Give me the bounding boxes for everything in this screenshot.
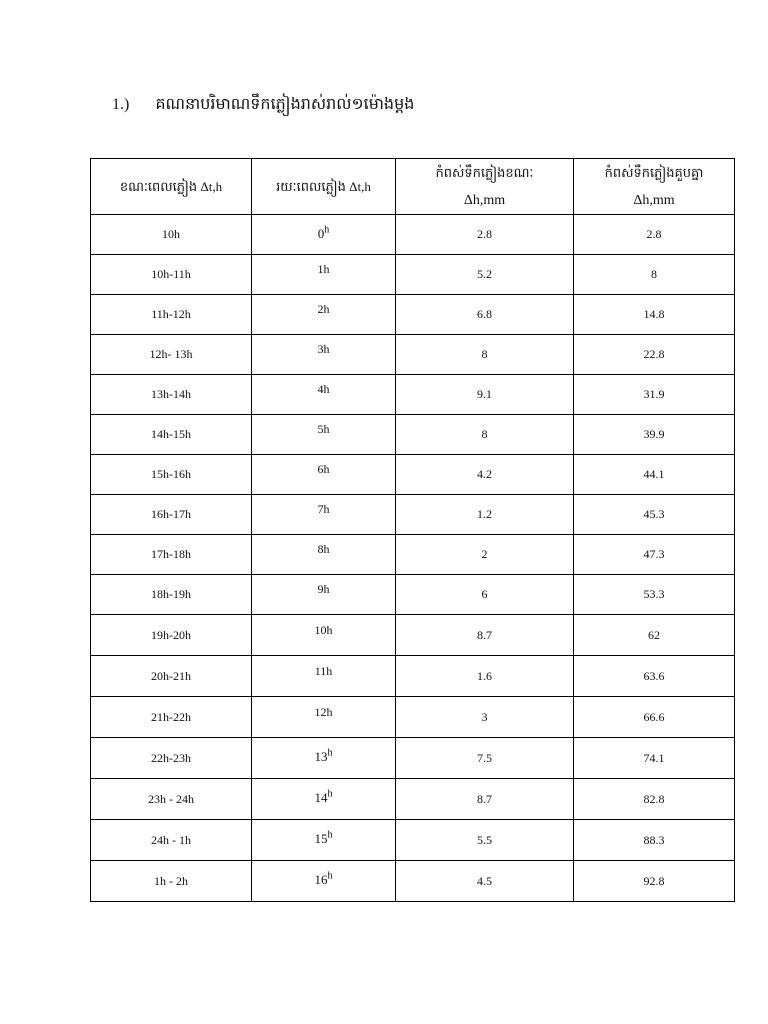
cell-interval: 12h- 13h (91, 335, 252, 375)
cell-interval-depth: 2 (396, 535, 574, 575)
duration-value: 0 (317, 225, 325, 241)
table-row (91, 779, 735, 820)
cell-duration (252, 335, 396, 375)
duration-value: 2h (317, 302, 330, 316)
cell-interval-depth: 1.6 (396, 656, 574, 697)
duration-value: 14 (314, 790, 328, 805)
table-row (91, 820, 735, 861)
duration-value: 11h (314, 663, 333, 678)
duration-value: 16 (314, 872, 328, 887)
cell-interval-depth: 5.5 (396, 820, 574, 861)
cell-cumulative-depth: 22.8 (574, 335, 735, 375)
cell-duration (252, 295, 396, 335)
header-rain-interval: ខណៈពេលភ្លៀង Δt,h (91, 159, 252, 215)
cell-interval-depth: 8 (396, 415, 574, 455)
duration-value: 3h (317, 342, 330, 356)
cell-interval-depth: 6.8 (396, 295, 574, 335)
table-row (91, 535, 735, 575)
section-heading (112, 94, 414, 116)
cell-interval-depth: 6 (396, 575, 574, 615)
cell-interval-depth: 8.7 (396, 615, 574, 656)
table-row (91, 295, 735, 335)
cell-interval: 23h - 24h (91, 779, 252, 820)
table-row (91, 215, 735, 255)
table-row (91, 455, 735, 495)
cell-interval-depth: 3 (396, 697, 574, 738)
cell-interval-depth: 8.7 (396, 779, 574, 820)
cell-duration (252, 861, 396, 902)
table-row (91, 375, 735, 415)
cell-duration (252, 615, 396, 656)
cell-duration (252, 215, 396, 255)
cell-interval: 15h-16h (91, 455, 252, 495)
cell-interval: 10h (91, 215, 252, 255)
cell-interval: 10h-11h (91, 255, 252, 295)
cell-duration (252, 455, 396, 495)
cell-duration (252, 738, 396, 779)
cell-interval-depth: 7.5 (396, 738, 574, 779)
cell-duration (252, 375, 396, 415)
table-row (91, 861, 735, 902)
cell-interval: 16h-17h (91, 495, 252, 535)
section-title: គណនាបរិមាណទឹកភ្លៀងរាស់រាល់១ម៉ោងម្តង (155, 96, 415, 113)
cell-cumulative-depth: 74.1 (574, 738, 735, 779)
duration-value: 15 (314, 831, 328, 846)
table-header-row (91, 159, 735, 215)
section-number: 1.) (112, 96, 130, 113)
duration-value: 9h (317, 582, 330, 596)
table-row (91, 575, 735, 615)
cell-interval-depth: 9.1 (396, 375, 574, 415)
table-row (91, 335, 735, 375)
cell-cumulative-depth: 92.8 (574, 861, 735, 902)
duration-value: 8h (317, 542, 330, 556)
cell-cumulative-depth: 53.3 (574, 575, 735, 615)
cell-cumulative-depth: 63.6 (574, 656, 735, 697)
cell-duration (252, 697, 396, 738)
header-cumulative-depth: កំពស់ទឹកភ្លៀងគួបគ្នា Δh,mm (574, 159, 735, 215)
cell-cumulative-depth: 39.9 (574, 415, 735, 455)
duration-value: 4h (317, 382, 330, 396)
cell-cumulative-depth: 66.6 (574, 697, 735, 738)
rainfall-table (90, 158, 735, 902)
cell-interval: 13h-14h (91, 375, 252, 415)
cell-interval-depth: 5.2 (396, 255, 574, 295)
cell-cumulative-depth: 31.9 (574, 375, 735, 415)
duration-unit: h (327, 829, 333, 841)
cell-interval-depth: 4.2 (396, 455, 574, 495)
cell-interval: 24h - 1h (91, 820, 252, 861)
table-row (91, 656, 735, 697)
cell-interval: 22h-23h (91, 738, 252, 779)
cell-duration (252, 820, 396, 861)
cell-cumulative-depth: 47.3 (574, 535, 735, 575)
cell-interval: 14h-15h (91, 415, 252, 455)
cell-interval-depth: 1.2 (396, 495, 574, 535)
cell-interval: 17h-18h (91, 535, 252, 575)
duration-value: 6h (317, 462, 330, 476)
cell-cumulative-depth: 82.8 (574, 779, 735, 820)
cell-interval: 20h-21h (91, 656, 252, 697)
cell-interval: 18h-19h (91, 575, 252, 615)
cell-cumulative-depth: 88.3 (574, 820, 735, 861)
table-row (91, 615, 735, 656)
table-body (91, 215, 735, 902)
duration-unit: h (327, 747, 333, 759)
duration-unit: h (327, 788, 333, 800)
cell-interval: 19h-20h (91, 615, 252, 656)
duration-unit: h (327, 870, 333, 882)
duration-value: 1h (317, 262, 330, 276)
duration-value: 10h (314, 622, 333, 637)
cell-interval-depth: 8 (396, 335, 574, 375)
cell-interval: 11h-12h (91, 295, 252, 335)
cell-duration (252, 535, 396, 575)
cell-duration (252, 779, 396, 820)
cell-interval-depth: 4.5 (396, 861, 574, 902)
table-row (91, 697, 735, 738)
cell-interval: 1h - 2h (91, 861, 252, 902)
header-rain-duration: រយៈពេលភ្លៀង Δt,h (252, 159, 396, 215)
duration-value: 5h (317, 422, 330, 436)
cell-duration (252, 415, 396, 455)
cell-duration (252, 495, 396, 535)
cell-interval-depth: 2.8 (396, 215, 574, 255)
cell-cumulative-depth: 8 (574, 255, 735, 295)
table-row (91, 495, 735, 535)
duration-value: 13 (314, 749, 328, 764)
cell-duration (252, 575, 396, 615)
cell-interval: 21h-22h (91, 697, 252, 738)
cell-cumulative-depth: 45.3 (574, 495, 735, 535)
table-row (91, 738, 735, 779)
cell-duration (252, 656, 396, 697)
cell-cumulative-depth: 14.8 (574, 295, 735, 335)
duration-unit: h (324, 224, 330, 236)
cell-duration (252, 255, 396, 295)
cell-cumulative-depth: 44.1 (574, 455, 735, 495)
cell-cumulative-depth: 62 (574, 615, 735, 656)
table-row (91, 415, 735, 455)
cell-cumulative-depth: 2.8 (574, 215, 735, 255)
duration-value: 7h (317, 502, 330, 516)
table-row (91, 255, 735, 295)
duration-value: 12h (314, 704, 333, 719)
header-interval-depth: កំពស់ទឹកភ្លៀងខណៈ Δh,mm (396, 159, 574, 215)
